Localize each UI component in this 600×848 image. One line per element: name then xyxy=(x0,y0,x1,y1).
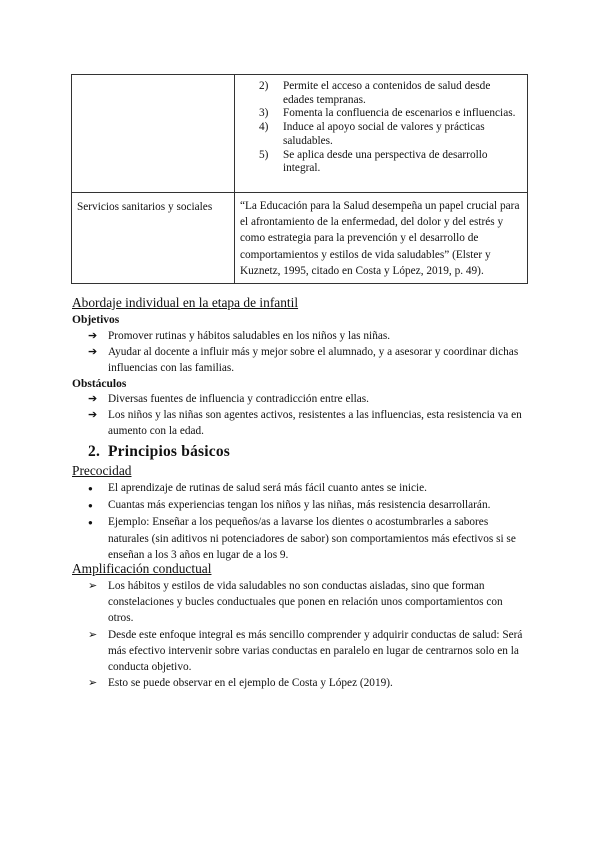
table-cell-empty xyxy=(72,75,235,193)
bullet-icon: ● xyxy=(88,484,93,493)
label-objetivos: Objetivos xyxy=(72,314,120,326)
list-item: ● Ejemplo: Enseñar a los pequeños/as a lavarse los dientes o acostumbrarles a sabores naturales (sin aditivos ni potenciadores de sabor) son comportamientos más efectivos si se enseñan a los 3 años en lugar de a los 9. xyxy=(88,514,530,563)
list-item: ➔ Promover rutinas y hábitos saludables en los niños y las niñas. xyxy=(88,328,530,344)
table-cell-quote: “La Educación para la Salud desempeña un papel crucial para el afrontamiento de la enfermedad, del dolor y del estrés y como estrategia para la prevención y el desarrollo de comportamientos y estilos de vida saludables” (Elster y Kuznetz, 1995, citado en Costa y López, 2019, p. 49). xyxy=(235,193,528,284)
list-item: 3) Fomenta la confluencia de escenarios e influencias. xyxy=(259,107,516,120)
section-heading-principios: 2. Principios básicos xyxy=(88,443,231,460)
label-obstaculos: Obstáculos xyxy=(72,378,127,390)
list-precocidad xyxy=(88,480,530,563)
triangle-bullet-icon: ➢ xyxy=(88,677,98,690)
list-item: ➢ Los hábitos y estilos de vida saludables no son conductas aisladas, sino que forman constelaciones y bucles conductuales que ponen en relación unos comportamientos con otros. xyxy=(88,578,530,627)
list-item: ● Cuantas más experiencias tengan los niños y las niñas, más resistencia desarrollarán. xyxy=(88,497,530,514)
arrow-icon: ➔ xyxy=(88,393,98,405)
heading-precocidad: Precocidad xyxy=(72,463,132,478)
list-amplificacion xyxy=(88,578,530,691)
bullet-icon: ● xyxy=(88,518,93,528)
heading-abordaje-infantil: Abordaje individual en la etapa de infantil xyxy=(72,295,299,310)
list-item: ➢ Desde este enfoque integral es más sencillo comprender y adquirir conductas de salud: Será más efectivo intervenir sobre varias conductas en paralelo en lugar de centrarnos solo en la conducta objetivo. xyxy=(88,627,530,676)
list-item: ➔ Diversas fuentes de influencia y contradicción entre ellas. xyxy=(88,391,530,407)
list-item: 2) Permite el acceso a contenidos de salud desde edades tempranas. xyxy=(259,80,491,106)
arrow-icon: ➔ xyxy=(88,330,98,342)
triangle-bullet-icon: ➢ xyxy=(88,628,98,641)
table-cell-numbered-list xyxy=(235,75,528,193)
list-item: ➢ Esto se puede observar en el ejemplo de Costa y López (2019). xyxy=(88,675,530,691)
triangle-bullet-icon: ➢ xyxy=(88,580,98,592)
list-objetivos xyxy=(88,328,530,377)
continuation-table xyxy=(71,74,528,284)
arrow-icon: ➔ xyxy=(88,346,98,359)
heading-amplificacion: Amplificación conductual xyxy=(72,561,212,576)
list-item: 5) Se aplica desde una perspectiva de desarrollo integral. xyxy=(259,148,488,175)
arrow-icon: ➔ xyxy=(88,409,98,422)
table-row xyxy=(72,193,528,284)
list-item: ➔ Ayudar al docente a influir más y mejor sobre el alumnado, y a asesorar y coordinar dichas influencias con las familias. xyxy=(88,344,530,376)
list-item: ➔ Los niños y las niñas son agentes activos, resistentes a las influencias, esta resistencia va en aumento con la edad. xyxy=(88,407,530,439)
list-obstaculos xyxy=(88,391,530,440)
list-item: 4) Induce al apoyo social de valores y prácticas saludables. xyxy=(259,121,485,147)
table-row xyxy=(72,75,528,193)
list-item: ● El aprendizaje de rutinas de salud será más fácil cuanto antes se inicie. xyxy=(88,480,530,497)
table-cell-label: Servicios sanitarios y sociales xyxy=(72,193,235,284)
numbered-list xyxy=(235,75,527,178)
bullet-icon: ● xyxy=(88,501,93,511)
